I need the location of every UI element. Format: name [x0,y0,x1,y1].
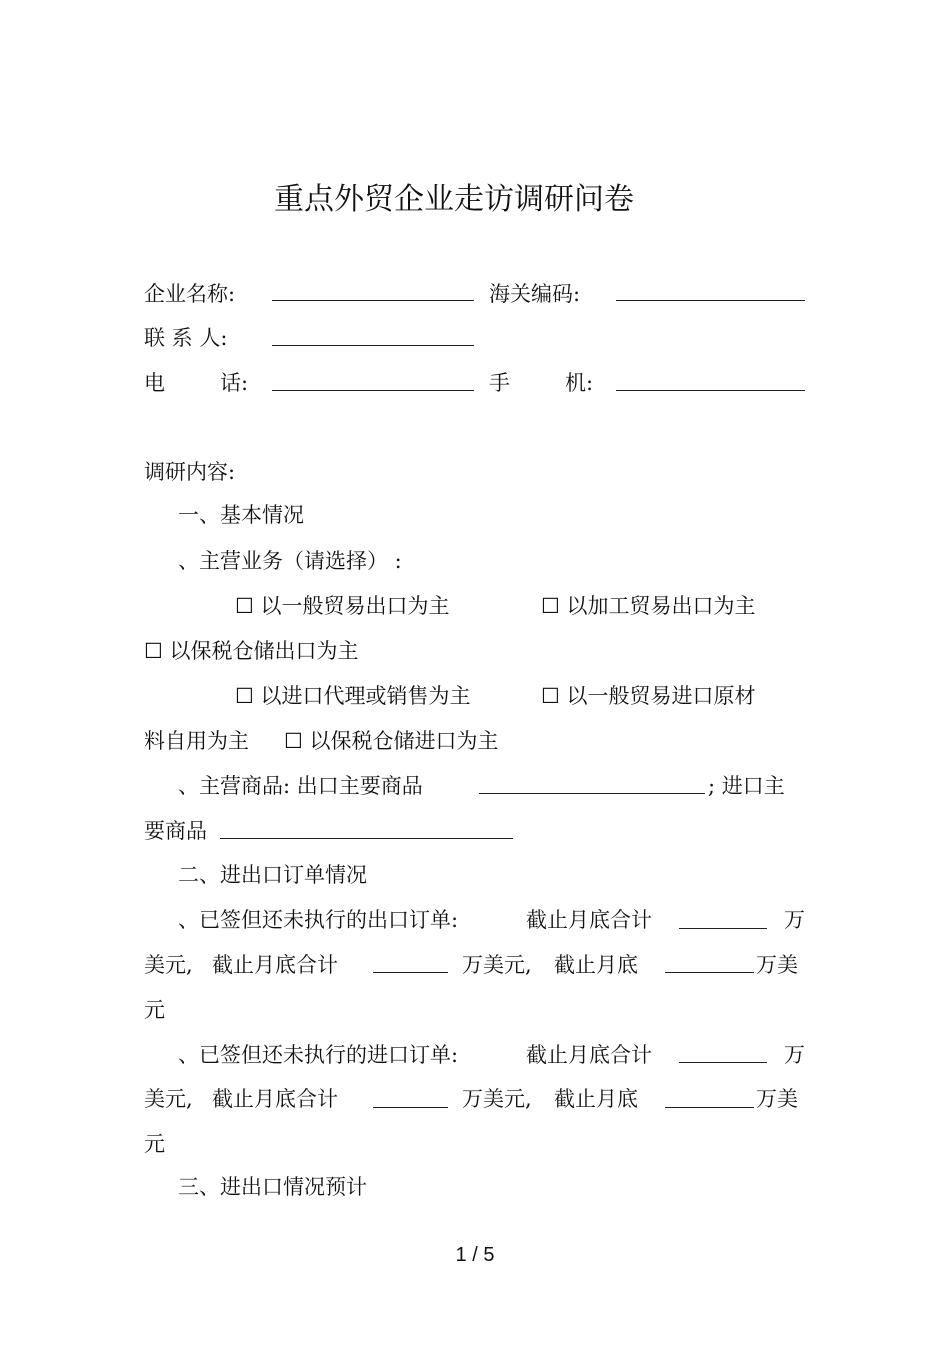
main-goods-question: 、主营商品: 出口主要商品 [178,774,423,798]
export-unit-1b: 美元, [144,953,193,977]
import-unit-1b: 美元, [144,1087,193,1111]
export-amount-2-field[interactable] [373,972,448,973]
section2-heading: 二、进出口订单情况 [178,863,367,887]
export-cutoff-3-label: 截止月底 [554,953,638,977]
option-general-trade-import-materials[interactable]: ☐ 以一般贸易进口原材 [541,684,756,708]
page-title: 重点外贸企业走访调研问卷 [274,182,634,217]
option-bonded-storage-export[interactable]: ☐ 以保税仓储出口为主 [144,639,359,663]
export-unit-1a: 万 [784,908,805,932]
section1-heading: 一、基本情况 [178,503,304,527]
main-goods-import-text: ; 进口主 [708,774,785,798]
export-cutoff-2-label: 截止月底合计 [212,953,338,977]
survey-content-label: 调研内容: [144,460,236,484]
phone-label-char1: 电 [144,371,165,395]
import-orders-question: 、已签但还未执行的进口订单: [178,1043,459,1067]
export-unit-3b: 元 [144,998,165,1022]
section3-heading: 三、进出口情况预计 [178,1175,367,1199]
contact-person-field[interactable] [272,345,474,346]
import-cutoff-3-label: 截止月底 [554,1087,638,1111]
import-goods-field[interactable] [220,838,513,839]
mobile-label-char1: 手 [489,371,510,395]
import-amount-2-field[interactable] [373,1107,448,1108]
phone-field[interactable] [272,390,474,391]
export-cutoff-1-label: 截止月底合计 [526,908,652,932]
import-unit-1a: 万 [784,1043,805,1067]
phone-label-char2: 话: [220,371,249,395]
export-amount-3-field[interactable] [665,972,754,973]
import-unit-3b: 元 [144,1132,165,1156]
main-business-question: 、主营业务（请选择） : [178,549,402,573]
option-general-trade-export[interactable]: ☐ 以一般贸易出口为主 [235,594,450,618]
export-amount-1-field[interactable] [679,928,767,929]
option-bonded-storage-import[interactable]: ☐ 以保税仓储进口为主 [284,729,499,753]
import-amount-3-field[interactable] [665,1107,754,1108]
option-general-trade-import-materials-cont: 料自用为主 [144,729,249,753]
customs-code-label: 海关编码: [489,282,581,306]
company-name-field[interactable] [272,300,474,301]
mobile-label-char2: 机: [565,371,594,395]
customs-code-field[interactable] [616,300,805,301]
contact-person-label: 联 系 人: [144,326,228,350]
export-orders-question: 、已签但还未执行的出口订单: [178,908,459,932]
mobile-field[interactable] [616,390,805,391]
import-goods-label: 要商品 [144,819,207,843]
export-unit-2: 万美元, [462,953,532,977]
import-unit-2: 万美元, [462,1087,532,1111]
export-goods-field[interactable] [479,793,705,794]
import-cutoff-2-label: 截止月底合计 [212,1087,338,1111]
page-number: 1 / 5 [455,1244,495,1266]
import-cutoff-1-label: 截止月底合计 [526,1043,652,1067]
company-name-label: 企业名称: [144,282,236,306]
import-unit-3a: 万美 [756,1087,798,1111]
import-amount-1-field[interactable] [679,1062,767,1063]
export-unit-3a: 万美 [756,953,798,977]
option-processing-trade-export[interactable]: ☐ 以加工贸易出口为主 [541,594,756,618]
option-import-agency-sales[interactable]: ☐ 以进口代理或销售为主 [235,684,471,708]
